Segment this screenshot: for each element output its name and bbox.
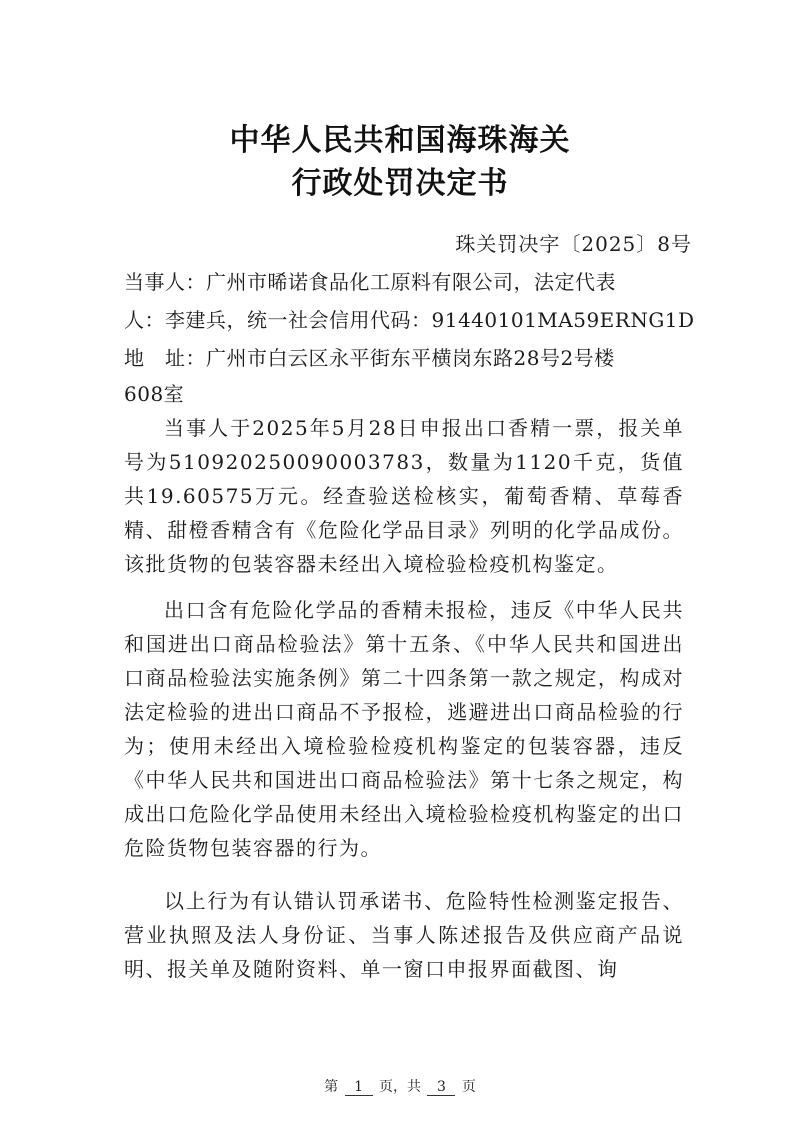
total-page-count: 3 [427,1079,455,1096]
page-prefix: 第 [324,1079,339,1095]
document-number: 珠关罚决字〔2025〕8号 [455,232,692,256]
page-suffix: 页 [461,1079,476,1095]
party-line-1: 当事人：广州市晞诺食品化工原料有限公司，法定代表 [124,270,616,294]
body-paragraph-1: 当事人于2025年5月28日申报出口香精一票，报关单号为510920250090003783，数量为1120千克，货值共19.60575万元。经查验送检核实，葡萄香精、草莓香精、甜橙香精含有《危险化学品目录》列明的化学品成份。该批货物的包装容器未经出入境检验检疫机构鉴定。 [124,416,684,576]
body-paragraph-3: 以上行为有认错认罚承诺书、危险特性检测鉴定报告、营业执照及法人身份证、当事人陈述报告及供应商产品说明、报关单及随附资料、单一窗口申报界面截图、询 [124,889,684,981]
document-title-line2: 行政处罚决定书 [291,166,509,201]
address-line-continued: 608室 [124,382,185,406]
page-middle: 页，共 [379,1079,421,1095]
party-line-2: 人：李建兵，统一社会信用代码：91440101MA59ERNG1D [124,308,695,332]
body-paragraph-2: 出口含有危险化学品的香精未报检，违反《中华人民共和国进出口商品检验法》第十五条、《中华人民共和国进出口商品检验法实施条例》第二十四条第一款之规定，构成对法定检验的进出口商品不予报检，逃避进出口商品检验的行为；使用未经出入境检验检疫机构鉴定的包装容器，违反《中华人民共和国进出口商品检验法》第十七条之规定，构成出口危险化学品使用未经出入境检验检疫机构鉴定的出口危险货物包装容器的行为。 [124,598,684,860]
address-line: 地 址：广州市白云区永平街东平横岗东路28号2号楼 [124,346,615,370]
document-title-line1: 中华人民共和国海珠海关 [229,123,571,158]
page-footer [0,1076,800,1096]
current-page-number: 1 [345,1079,373,1096]
